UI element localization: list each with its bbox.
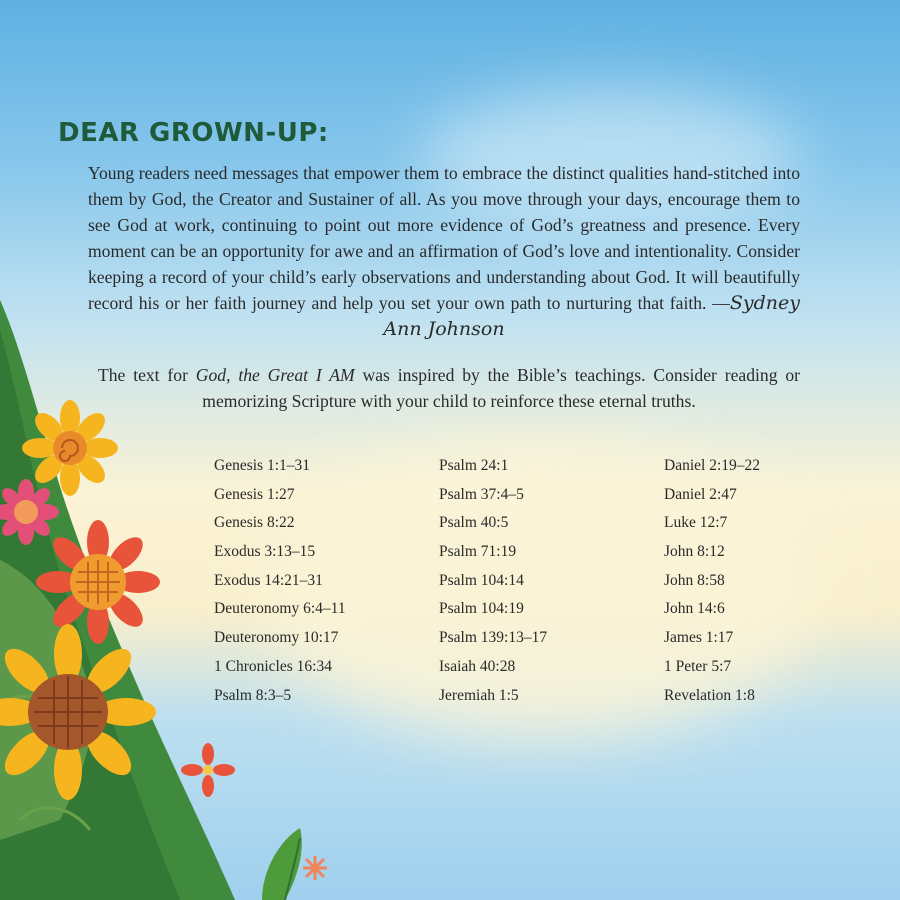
scripture-reference: Isaiah 40:28 — [439, 657, 516, 675]
inspiration-text: was inspired by the Bible’s teachings. Consider reading or memorizing Scripture with your child to reinforce these eternal truths. — [202, 365, 800, 411]
scripture-reference: Genesis 1:27 — [214, 485, 295, 503]
scripture-reference: Jeremiah 1:5 — [439, 686, 519, 704]
flower-icon — [181, 743, 235, 797]
scripture-reference: John 8:58 — [664, 571, 725, 589]
leaf-icon — [262, 828, 302, 900]
book-title: God, the Great I AM — [195, 365, 355, 385]
scripture-reference: Psalm 24:1 — [439, 457, 509, 474]
scripture-reference: Psalm 37:4–5 — [439, 485, 524, 503]
scripture-reference: Deuteronomy 6:4–11 — [214, 600, 346, 618]
scripture-reference: Psalm 40:5 — [439, 514, 509, 532]
scripture-reference: John 14:6 — [664, 600, 725, 618]
scripture-reference: Deuteronomy 10:17 — [214, 629, 339, 647]
scripture-reference: Daniel 2:47 — [664, 485, 737, 503]
scripture-reference: Exodus 3:13–15 — [214, 543, 316, 561]
scripture-reference: 1 Peter 5:7 — [664, 657, 732, 675]
scripture-reference: Genesis 1:1–31 — [214, 457, 311, 474]
reference-column-3 — [664, 452, 760, 710]
reference-column-1 — [214, 452, 346, 710]
scripture-reference: James 1:17 — [664, 629, 734, 647]
signature: Sydney Ann Johnson — [383, 292, 800, 340]
scripture-reference: Revelation 1:8 — [664, 686, 755, 704]
letter-paragraph — [88, 160, 800, 342]
letter-body: Young readers need messages that empower them to embrace the distinct qualities hand-stitched into them by God, the Creator and Sustainer of all. As you move through your days, encourage them to see God at work, continuing to point out more evidence of God’s greatness and presence. Every moment can be an opportunity for awe and an affirmation of God’s love and intentionality. Consider keeping a record of your child’s early observations and understanding about God. It will beautifully record his or her faith journey and help you set your own path to nurturing that faith. — — [88, 163, 800, 313]
scripture-reference: Daniel 2:19–22 — [664, 457, 760, 474]
reference-column-2 — [439, 452, 547, 710]
page-heading: DEAR GROWN-UP: — [58, 118, 329, 148]
inspiration-lead: The text for — [98, 365, 196, 385]
scripture-reference: Psalm 71:19 — [439, 543, 517, 561]
scripture-reference: 1 Chronicles 16:34 — [214, 657, 332, 675]
scripture-reference: Psalm 104:14 — [439, 571, 524, 589]
scripture-reference: Genesis 8:22 — [214, 514, 295, 532]
inspiration-paragraph — [98, 362, 800, 414]
scripture-reference: Exodus 14:21–31 — [214, 571, 323, 589]
scripture-reference: Psalm 8:3–5 — [214, 686, 292, 704]
scripture-reference: Luke 12:7 — [664, 514, 728, 532]
scripture-reference: John 8:12 — [664, 543, 725, 561]
flower-icon — [303, 856, 327, 880]
scripture-reference: Psalm 104:19 — [439, 600, 524, 618]
scripture-reference: Psalm 139:13–17 — [439, 629, 548, 647]
